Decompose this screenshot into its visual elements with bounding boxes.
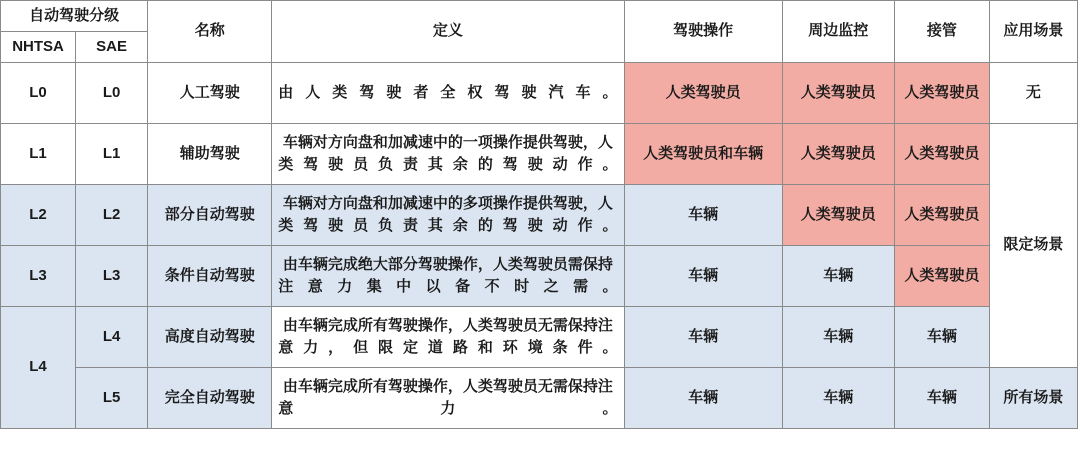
table-body <box>1 62 1078 428</box>
cell-takeover-l1: 人类驾驶员 <box>894 123 989 184</box>
cell-sae-l4: L4 <box>76 306 148 367</box>
cell-driving-operation-l1: 人类驾驶员和车辆 <box>624 123 782 184</box>
cell-driving-operation-l0: 人类驾驶员 <box>624 62 782 123</box>
table-row <box>1 306 1078 367</box>
cell-takeover-l4: 车辆 <box>894 306 989 367</box>
cell-name-l0: 人工驾驶 <box>148 62 272 123</box>
header-row-top <box>1 1 1078 32</box>
cell-takeover-l0: 人类驾驶员 <box>894 62 989 123</box>
table-row <box>1 245 1078 306</box>
cell-sae-l2: L2 <box>76 184 148 245</box>
cell-nhtsa-l0: L0 <box>1 62 76 123</box>
cell-definition-l4: 由车辆完成所有驾驶操作，人类驾驶员无需保持注意力，但限定道路和环境条件。 <box>272 306 624 367</box>
cell-driving-operation-l3: 车辆 <box>624 245 782 306</box>
cell-scenario-all: 所有场景 <box>989 367 1077 428</box>
cell-nhtsa-l1: L1 <box>1 123 76 184</box>
cell-takeover-l5: 车辆 <box>894 367 989 428</box>
cell-name-l2: 部分自动驾驶 <box>148 184 272 245</box>
table-row <box>1 367 1078 428</box>
header-name: 名称 <box>148 1 272 63</box>
cell-surrounding-monitoring-l4: 车辆 <box>782 306 894 367</box>
header-definition: 定义 <box>272 1 624 63</box>
cell-definition-l1: 车辆对方向盘和加减速中的一项操作提供驾驶，人类驾驶员负责其余的驾驶动作。 <box>272 123 624 184</box>
cell-surrounding-monitoring-l1: 人类驾驶员 <box>782 123 894 184</box>
cell-takeover-l2: 人类驾驶员 <box>894 184 989 245</box>
cell-driving-operation-l2: 车辆 <box>624 184 782 245</box>
cell-driving-operation-l4: 车辆 <box>624 306 782 367</box>
cell-name-l5: 完全自动驾驶 <box>148 367 272 428</box>
cell-driving-operation-l5: 车辆 <box>624 367 782 428</box>
cell-sae-l5: L5 <box>76 367 148 428</box>
cell-surrounding-monitoring-l3: 车辆 <box>782 245 894 306</box>
cell-definition-l2: 车辆对方向盘和加减速中的多项操作提供驾驶，人类驾驶员负责其余的驾驶动作。 <box>272 184 624 245</box>
cell-surrounding-monitoring-l0: 人类驾驶员 <box>782 62 894 123</box>
cell-definition-l5: 由车辆完成所有驾驶操作，人类驾驶员无需保持注意力。 <box>272 367 624 428</box>
table-header <box>1 1 1078 63</box>
cell-scenario-limited: 限定场景 <box>989 123 1077 367</box>
header-grade-group: 自动驾驶分级 <box>1 1 148 32</box>
cell-sae-l1: L1 <box>76 123 148 184</box>
header-takeover: 接管 <box>894 1 989 63</box>
cell-definition-l0: 由人类驾驶者全权驾驶汽车。 <box>272 62 624 123</box>
table-row <box>1 123 1078 184</box>
table-row <box>1 62 1078 123</box>
header-application-scenario: 应用场景 <box>989 1 1077 63</box>
cell-nhtsa-l4: L4 <box>1 306 76 428</box>
cell-name-l4: 高度自动驾驶 <box>148 306 272 367</box>
header-surrounding-monitoring: 周边监控 <box>782 1 894 63</box>
cell-nhtsa-l3: L3 <box>1 245 76 306</box>
header-driving-operation: 驾驶操作 <box>624 1 782 63</box>
cell-surrounding-monitoring-l5: 车辆 <box>782 367 894 428</box>
header-nhtsa: NHTSA <box>1 31 76 62</box>
cell-definition-l3: 由车辆完成绝大部分驾驶操作，人类驾驶员需保持注意力集中以备不时之需。 <box>272 245 624 306</box>
table-row <box>1 184 1078 245</box>
cell-name-l3: 条件自动驾驶 <box>148 245 272 306</box>
cell-scenario-l0: 无 <box>989 62 1077 123</box>
cell-sae-l0: L0 <box>76 62 148 123</box>
cell-sae-l3: L3 <box>76 245 148 306</box>
header-sae: SAE <box>76 31 148 62</box>
cell-name-l1: 辅助驾驶 <box>148 123 272 184</box>
cell-takeover-l3: 人类驾驶员 <box>894 245 989 306</box>
cell-nhtsa-l2: L2 <box>1 184 76 245</box>
cell-surrounding-monitoring-l2: 人类驾驶员 <box>782 184 894 245</box>
